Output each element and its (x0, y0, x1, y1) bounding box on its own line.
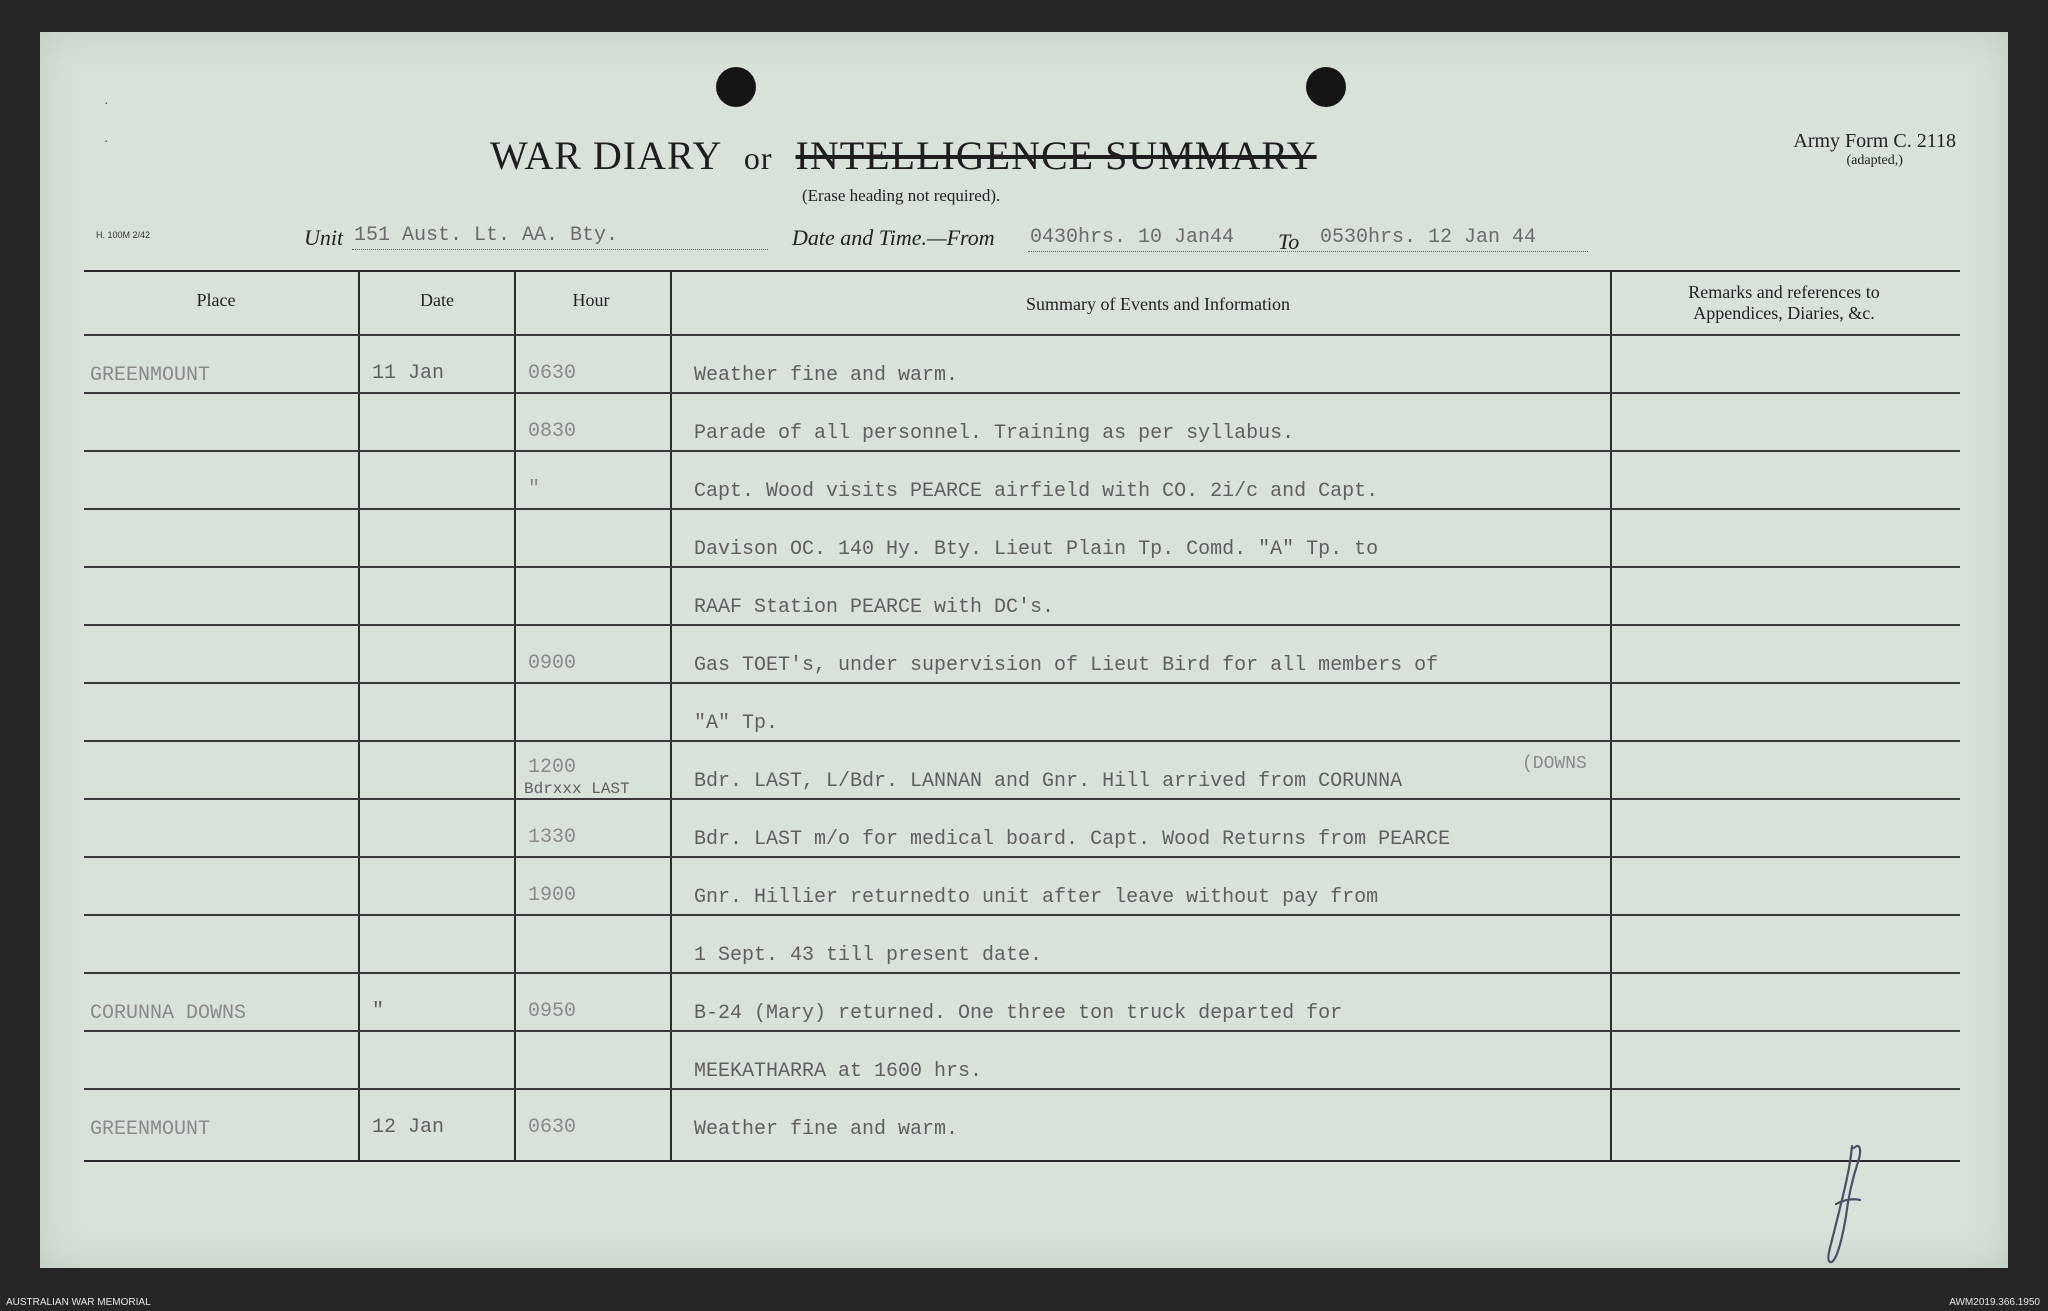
column-divider (670, 270, 672, 1160)
summary-cell: Bdr. LAST m/o for medical board. Capt. Wood Returns from PEARCE (694, 828, 1451, 851)
row-rule (84, 624, 1960, 626)
hour-cell: 0950 (528, 1000, 577, 1023)
punch-hole-right (1306, 67, 1346, 107)
diary-sheet (40, 32, 2008, 1268)
summary-cell: B-24 (Mary) returned. One three ton truck departed for (694, 1002, 1343, 1025)
entry-note: (DOWNS (1522, 754, 1587, 774)
date-dotted-line (1028, 250, 1588, 252)
place-cell: CORUNNA DOWNS (90, 1002, 247, 1025)
place-cell: GREENMOUNT (90, 364, 211, 387)
col-header-place: Place (196, 290, 236, 310)
row-rule (84, 682, 1960, 684)
col-header-date: Date (420, 290, 454, 310)
army-form-number: Army Form C. 2118 (1793, 130, 1956, 152)
hour-cell: 0900 (528, 652, 577, 675)
col-header-hour: Hour (572, 290, 610, 310)
row-rule (84, 450, 1960, 452)
summary-cell: Bdr. LAST, L/Bdr. LANNAN and Gnr. Hill arrived from CORUNNA (694, 770, 1403, 793)
row-rule (84, 914, 1960, 916)
column-divider (358, 270, 360, 1160)
row-rule (84, 740, 1960, 742)
remarks-header-line1: Remarks and references to (1688, 282, 1880, 302)
date-cell: 12 Jan (372, 1116, 445, 1139)
unit-label: Unit (304, 225, 344, 250)
hour-cell: 0830 (528, 420, 577, 443)
summary-cell: Davison OC. 140 Hy. Bty. Lieut Plain Tp. Comd. "A" Tp. to (694, 538, 1379, 561)
row-rule (84, 1088, 1960, 1090)
remarks-header-line2: Appendices, Diaries, &c. (1693, 303, 1875, 323)
form-code: H. 100M 2/42 (96, 230, 151, 240)
summary-cell: MEEKATHARRA at 1600 hrs. (694, 1060, 983, 1083)
hour-cell: 0630 (528, 1116, 577, 1139)
row-rule (84, 972, 1960, 974)
summary-cell: "A" Tp. (694, 712, 779, 735)
row-rule (84, 508, 1960, 510)
title-war-diary: WAR DIARY (490, 133, 721, 178)
page-title (490, 132, 1317, 179)
date-cell: " (372, 1000, 385, 1023)
col-header-summary: Summary of Events and Information (1026, 294, 1290, 314)
summary-cell: Gas TOET's, under supervision of Lieut Bird for all members of (694, 654, 1439, 677)
summary-cell: Weather fine and warm. (694, 1118, 959, 1141)
row-rule (84, 856, 1960, 858)
summary-cell: Gnr. Hillier returnedto unit after leave without pay from (694, 886, 1379, 909)
hour-cell-struck: Bdrxxx LAST (524, 780, 630, 798)
table-top-rule (84, 270, 1960, 272)
footer-right: AWM2019.366.1950 (1949, 1297, 2040, 1308)
erase-note: (Erase heading not required). (802, 186, 1001, 205)
column-divider (1610, 270, 1612, 1160)
row-rule (84, 334, 1960, 336)
date-cell: 11 Jan (372, 362, 445, 385)
place-cell: GREENMOUNT (90, 1118, 211, 1141)
to-label: To (1278, 229, 1300, 254)
title-or: or (743, 140, 773, 176)
to-value: 0530hrs. 12 Jan 44 (1320, 226, 1537, 249)
army-form-label (1793, 130, 1956, 169)
row-rule (84, 798, 1960, 800)
summary-cell: Weather fine and warm. (694, 364, 959, 387)
summary-cell: 1 Sept. 43 till present date. (694, 944, 1043, 967)
hour-cell: " (528, 478, 541, 501)
unit-value: 151 Aust. Lt. AA. Bty. (354, 224, 619, 247)
army-form-adapted: (adapted,) (1846, 153, 1903, 168)
hour-cell: 0630 (528, 362, 577, 385)
title-intelligence-summary: INTELLIGENCE SUMMARY (795, 133, 1317, 178)
hour-cell: 1200 (528, 756, 577, 779)
unit-dotted-line (352, 248, 768, 250)
summary-cell: Parade of all personnel. Training as per syllabus. (694, 422, 1295, 445)
row-rule (84, 566, 1960, 568)
summary-cell: Capt. Wood visits PEARCE airfield with CO. 2i/c and Capt. (694, 480, 1379, 503)
col-header-remarks (1616, 282, 1952, 324)
summary-cell: RAAF Station PEARCE with DC's. (694, 596, 1055, 619)
row-rule (84, 392, 1960, 394)
date-time-label: Date and Time.—From (792, 225, 995, 250)
paper-mark-1: ⋅ (104, 97, 109, 112)
table-bottom-rule (84, 1160, 1960, 1162)
hour-cell: 1330 (528, 826, 577, 849)
footer-left: AUSTRALIAN WAR MEMORIAL (6, 1297, 151, 1308)
column-divider (514, 270, 516, 1160)
hour-cell: 1900 (528, 884, 577, 907)
row-rule (84, 1030, 1960, 1032)
initials-signature (1820, 1140, 1880, 1270)
from-value: 0430hrs. 10 Jan44 (1030, 226, 1235, 249)
paper-mark-2: ⋅ (104, 135, 109, 150)
punch-hole-left (716, 67, 756, 107)
